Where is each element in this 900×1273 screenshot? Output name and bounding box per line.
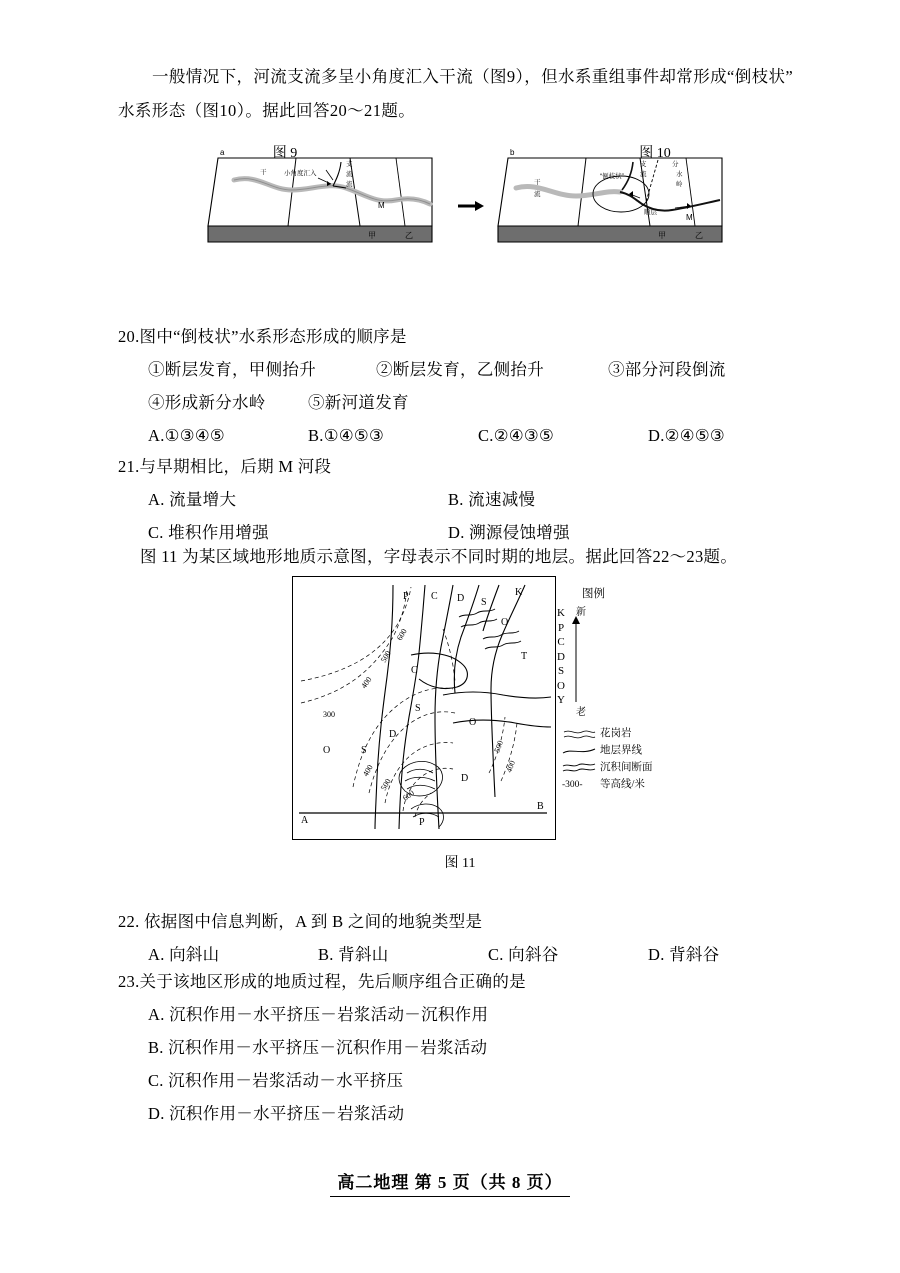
legend-item-granite bbox=[562, 726, 684, 743]
figure-11-intro: 图 11 为某区域地形地质示意图，字母表示不同时期的地层。据此回答22～23题。 bbox=[140, 547, 738, 566]
strata-label-A: A bbox=[301, 815, 309, 826]
transition-arrow-icon bbox=[458, 200, 484, 212]
question-23-stem: 关于该地区形成的地质过程，先后顺序组合正确的是 bbox=[139, 972, 526, 991]
figure-9-caption: 图 9 bbox=[272, 146, 298, 161]
contour-label-600b: 600 bbox=[400, 788, 416, 803]
figure-10-label-main1: 干 bbox=[534, 179, 541, 186]
question-22-stem-line bbox=[118, 905, 858, 938]
strata-label-C-mid: C bbox=[411, 665, 418, 676]
question-21 bbox=[118, 450, 838, 549]
figure-9-label-m-left: 干 bbox=[260, 169, 267, 176]
figure-10-label-tributary2: 流 bbox=[640, 171, 647, 178]
legend-strata-D: D bbox=[557, 650, 565, 663]
contour-label-300: 300 bbox=[323, 710, 335, 719]
page-footer: 高二地理 第 5 页（共 8 页） bbox=[337, 1173, 563, 1192]
figure-10-label-reversed: “倒枝状” bbox=[600, 173, 624, 180]
contour-label-500c: 500 bbox=[492, 739, 505, 754]
legend-item-contour bbox=[562, 777, 684, 794]
strata-label-D-low: D bbox=[461, 773, 469, 784]
figure-10-label-shunceng: 顺层 bbox=[644, 209, 657, 216]
legend-item-unconformity bbox=[562, 760, 684, 777]
figure-10-label-jia: 甲 bbox=[658, 231, 666, 240]
question-20-item-2: ②断层发育，乙侧抬升 bbox=[376, 360, 544, 379]
contour-label-500b: 500 bbox=[378, 777, 393, 792]
contour-label-500: 500 bbox=[378, 649, 393, 664]
legend-item-strata-boundary bbox=[562, 743, 684, 760]
legend-item-unconformity-label: 沉积间断面 bbox=[600, 762, 653, 773]
question-21-option-c[interactable]: C. 堆积作用增强 bbox=[148, 523, 269, 542]
legend-strata-column bbox=[554, 606, 568, 708]
legend-age-arrow-icon bbox=[572, 616, 580, 702]
unconformity-swatch-icon bbox=[562, 762, 596, 774]
question-20-item-5: ⑤新河道发育 bbox=[308, 393, 409, 412]
question-20-option-d[interactable]: D.②④⑤③ bbox=[648, 426, 726, 445]
question-23-option-a[interactable]: A. 沉积作用－水平挤压－岩浆活动－沉积作用 bbox=[148, 1005, 489, 1024]
figure-9-diagram bbox=[200, 138, 440, 268]
figure-10-label-divide: 分 bbox=[672, 161, 679, 168]
strata-label-D-top: D bbox=[457, 593, 465, 604]
question-21-option-b[interactable]: B. 流速减慢 bbox=[448, 490, 536, 509]
footer-divider bbox=[330, 1196, 570, 1197]
intro-line-1: 一般情况下，河流支流多呈小角度汇入干流（图9），但水系重组事件却常形成“倒枝状” bbox=[152, 67, 794, 86]
figure-9-label-tributary2: 流 bbox=[346, 171, 353, 178]
question-23-option-row-c bbox=[118, 1064, 858, 1097]
figure-9-10-row bbox=[200, 138, 720, 303]
strata-label-P-top: P bbox=[403, 591, 409, 602]
question-20-stem: 图中“倒枝状”水系形态形成的顺序是 bbox=[139, 327, 407, 346]
question-21-option-a[interactable]: A. 流量增大 bbox=[148, 490, 237, 509]
question-22 bbox=[118, 905, 858, 971]
legend-title: 图例 bbox=[582, 588, 605, 600]
question-23-number: 23. bbox=[118, 972, 140, 991]
legend-strata-P: P bbox=[557, 621, 565, 634]
intro-line-2: 水系形态（图10）。据此回答20～21题。 bbox=[118, 101, 416, 120]
figure-9-panel-label: a bbox=[220, 148, 225, 157]
question-22-option-d[interactable]: D. 背斜谷 bbox=[648, 945, 720, 964]
legend-strata-O: O bbox=[557, 679, 565, 692]
strata-label-T: T bbox=[521, 651, 528, 662]
figure-10-diagram bbox=[490, 138, 730, 268]
question-23-stem-line bbox=[118, 965, 858, 998]
legend-strata-C: C bbox=[557, 636, 565, 648]
figure-10-label-tributary: 支 bbox=[640, 161, 647, 168]
figure-9-label-tributary3: 流 bbox=[346, 181, 353, 188]
figure-9-label-yi: 乙 bbox=[405, 231, 413, 240]
strata-label-O-mid: O bbox=[469, 717, 477, 728]
question-22-option-a[interactable]: A. 向斜山 bbox=[148, 945, 220, 964]
figure-9-label-tributary: 支 bbox=[346, 161, 353, 168]
figure-9-label-m: M bbox=[378, 201, 385, 210]
strata-label-C-top: C bbox=[431, 591, 438, 602]
legend-new-label: 新 bbox=[576, 607, 586, 618]
strata-label-B: B bbox=[537, 801, 544, 812]
strata-label-D-mid: D bbox=[389, 729, 397, 740]
figure-10-label-divide2: 水 bbox=[676, 171, 683, 178]
figure-9-label-jia: 甲 bbox=[368, 231, 376, 240]
question-23-option-row-b bbox=[118, 1031, 858, 1064]
question-22-option-c[interactable]: C. 向斜谷 bbox=[488, 945, 559, 964]
strata-label-K-top: K bbox=[515, 587, 523, 598]
figure-10-caption: 图 10 bbox=[639, 146, 671, 161]
strata-label-O-left: O bbox=[323, 745, 331, 756]
strata-label-P-bottom: P bbox=[419, 817, 425, 828]
figure-10-panel-label: b bbox=[510, 148, 515, 157]
question-20-items-row-1 bbox=[118, 353, 838, 386]
question-20-item-4: ④形成新分水岭 bbox=[148, 393, 266, 412]
strata-label-S-top: S bbox=[481, 597, 487, 608]
intro-paragraph bbox=[118, 60, 818, 128]
figure-9-label-small-angle: 小角度汇入 bbox=[284, 170, 317, 177]
question-23-option-b[interactable]: B. 沉积作用－水平挤压－沉积作用－岩浆活动 bbox=[148, 1038, 488, 1057]
legend-strata-S: S bbox=[557, 665, 565, 677]
question-22-number: 22. bbox=[118, 912, 140, 931]
question-20-option-b[interactable]: B.①④⑤③ bbox=[308, 426, 385, 445]
question-22-stem: 依据图中信息判断，A 到 B 之间的地貌类型是 bbox=[143, 912, 483, 931]
legend-old-label: 老 bbox=[576, 707, 586, 718]
question-20-items-row-2 bbox=[118, 386, 838, 419]
question-21-option-d[interactable]: D. 溯源侵蚀增强 bbox=[448, 523, 570, 542]
contour-label-400c: 400 bbox=[504, 759, 517, 774]
question-20-item-1: ①断层发育，甲侧抬升 bbox=[148, 360, 316, 379]
figure-11-map bbox=[292, 576, 556, 840]
legend-item-strata-boundary-label: 地层界线 bbox=[600, 745, 642, 756]
question-23-option-c[interactable]: C. 沉积作用－岩浆活动－水平挤压 bbox=[148, 1071, 404, 1090]
figure-10-label-main2: 流 bbox=[534, 191, 541, 198]
figure-10-label-divide3: 岭 bbox=[676, 181, 683, 188]
contour-label-400b: 400 bbox=[360, 763, 375, 778]
question-20-item-3: ③部分河段倒流 bbox=[608, 360, 726, 379]
question-20-stem-line bbox=[118, 320, 838, 353]
figure-10-label-yi: 乙 bbox=[695, 231, 703, 240]
strata-label-S-left: S bbox=[361, 745, 367, 756]
question-21-stem-line bbox=[118, 450, 838, 483]
legend-item-granite-label: 花岗岩 bbox=[600, 728, 632, 739]
legend-item-contour-label: 等高线/米 bbox=[600, 779, 645, 790]
question-20 bbox=[118, 320, 838, 452]
question-23-option-row-d bbox=[118, 1097, 858, 1130]
question-23-option-row-a bbox=[118, 998, 858, 1031]
contour-swatch-label: -300- bbox=[562, 780, 583, 790]
legend-items bbox=[562, 726, 684, 794]
question-22-option-b[interactable]: B. 背斜山 bbox=[318, 945, 389, 964]
question-20-option-a[interactable]: A.①③④⑤ bbox=[148, 426, 226, 445]
strata-label-O-top: O bbox=[501, 617, 509, 628]
question-21-stem: 与早期相比，后期 M 河段 bbox=[139, 457, 332, 476]
question-20-options-row bbox=[118, 419, 838, 452]
question-23 bbox=[118, 965, 858, 1130]
question-20-option-c[interactable]: C.②④③⑤ bbox=[478, 426, 555, 445]
legend-strata-K: K bbox=[557, 607, 565, 619]
question-20-number: 20. bbox=[118, 327, 140, 346]
question-21-options-row-1 bbox=[118, 483, 838, 516]
strata-boundary-swatch-icon bbox=[562, 745, 596, 757]
figure-11-caption: 图 11 bbox=[444, 856, 476, 871]
figure-11-legend bbox=[554, 576, 684, 838]
granite-swatch-icon bbox=[562, 728, 596, 740]
question-21-number: 21. bbox=[118, 457, 140, 476]
contour-label-600: 600 bbox=[394, 627, 409, 642]
figure-10-label-m: M bbox=[686, 213, 693, 222]
question-23-option-d[interactable]: D. 沉积作用－水平挤压－岩浆活动 bbox=[148, 1104, 405, 1123]
strata-label-S-mid: S bbox=[415, 703, 421, 714]
legend-strata-Y: Y bbox=[557, 694, 565, 706]
contour-label-400: 400 bbox=[359, 675, 374, 691]
